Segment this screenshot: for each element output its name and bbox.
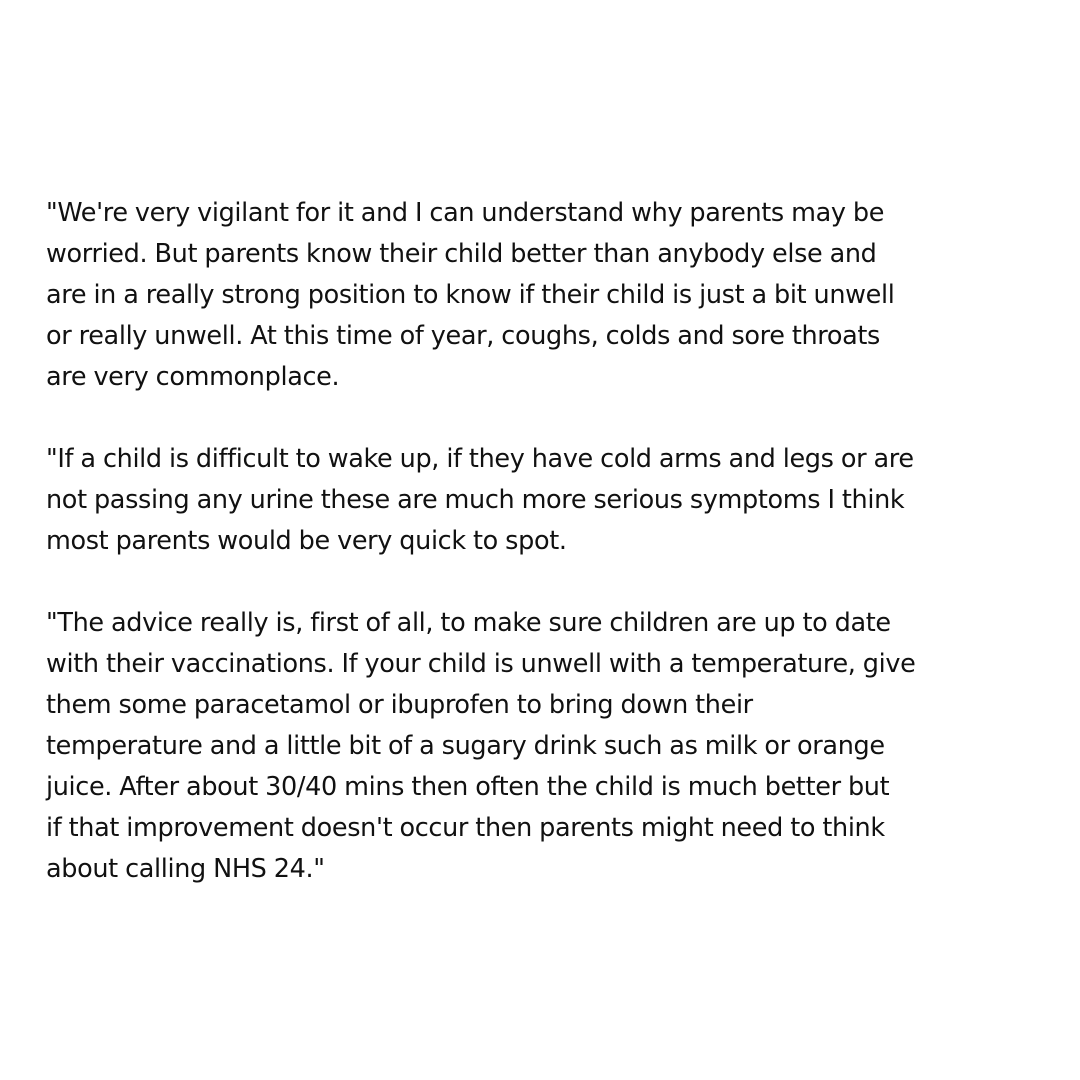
text-line: them some paracetamol or ibuprofen to bring down their xyxy=(46,690,753,720)
text-line: worried. But parents know their child better than anybody else and xyxy=(46,239,877,269)
text-line: most parents would be very quick to spot. xyxy=(46,526,567,556)
text-line: are very commonplace. xyxy=(46,362,340,392)
text-line: juice. After about 30/40 mins then often the child is much better but xyxy=(46,772,890,802)
text-line: "The advice really is, first of all, to make sure children are up to date xyxy=(46,608,891,638)
quote-body xyxy=(46,193,1046,890)
text-line: if that improvement doesn't occur then parents might need to think xyxy=(46,813,885,843)
text-line: "We're very vigilant for it and I can understand why parents may be xyxy=(46,198,885,228)
text-line: or really unwell. At this time of year, coughs, colds and sore throats xyxy=(46,321,880,351)
text-line: with their vaccinations. If your child is unwell with a temperature, give xyxy=(46,649,916,679)
quote-paragraph-1 xyxy=(46,193,1046,398)
text-line: temperature and a little bit of a sugary drink such as milk or orange xyxy=(46,731,885,761)
quote-paragraph-2 xyxy=(46,439,1046,562)
text-line: "If a child is difficult to wake up, if they have cold arms and legs or are xyxy=(46,444,914,474)
text-line: not passing any urine these are much more serious symptoms I think xyxy=(46,485,905,515)
text-line: about calling NHS 24." xyxy=(46,854,325,884)
quote-paragraph-3 xyxy=(46,603,1046,890)
text-line: are in a really strong position to know if their child is just a bit unwell xyxy=(46,280,895,310)
